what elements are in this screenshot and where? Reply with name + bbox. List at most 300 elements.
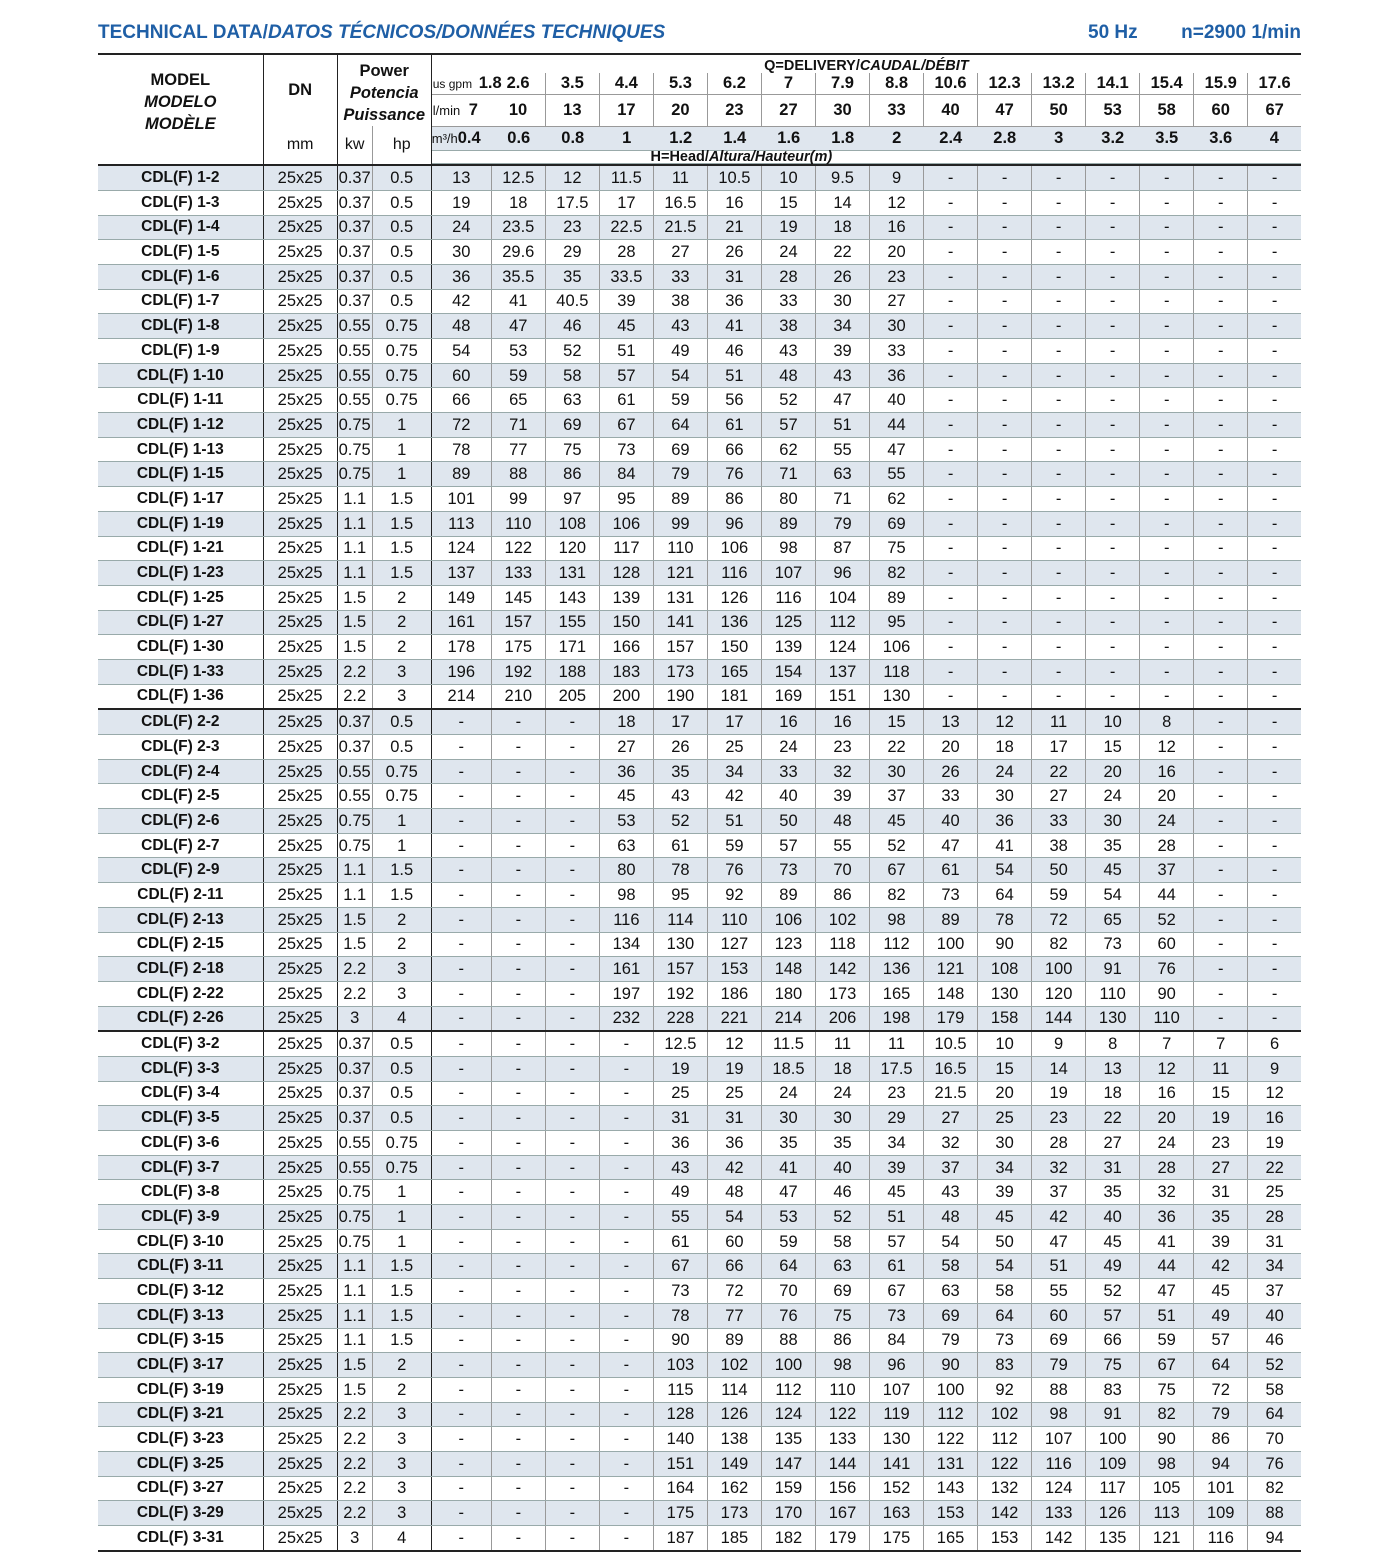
head-cell: - [924, 462, 978, 487]
head-cell: - [491, 1328, 545, 1353]
dn-cell: 25x25 [263, 363, 337, 388]
model-cell: CDL(F) 3-15 [98, 1328, 263, 1353]
head-cell: 132 [978, 1476, 1032, 1501]
model-cell: CDL(F) 2-13 [98, 907, 263, 932]
model-cell: CDL(F) 2-4 [98, 759, 263, 784]
head-cell: 11 [653, 165, 707, 190]
head-cell: 13 [431, 165, 491, 190]
table-row [98, 1031, 1301, 1056]
head-cell: 143 [924, 1476, 978, 1501]
head-cell: - [1086, 635, 1140, 660]
table-row [98, 1501, 1301, 1526]
hp-cell: 0.5 [372, 215, 431, 240]
head-cell: 210 [491, 684, 545, 709]
head-cell: 37 [1248, 1279, 1301, 1304]
head-cell: - [431, 1328, 491, 1353]
head-cell: 31 [1194, 1180, 1248, 1205]
dn-cell: 25x25 [263, 1106, 337, 1131]
dn-cell: 25x25 [263, 957, 337, 982]
model-cell: CDL(F) 2-2 [98, 709, 263, 734]
model-cell: CDL(F) 3-25 [98, 1451, 263, 1476]
head-cell: 79 [1032, 1353, 1086, 1378]
head-cell: 15 [1194, 1081, 1248, 1106]
head-cell: - [545, 1031, 599, 1056]
hp-cell: 1.5 [372, 536, 431, 561]
head-cell: 21 [707, 215, 761, 240]
head-cell: - [491, 1180, 545, 1205]
head-cell: - [431, 735, 491, 760]
head-cell: 38 [653, 289, 707, 314]
head-cell: 45 [599, 784, 653, 809]
model-cell: CDL(F) 3-4 [98, 1081, 263, 1106]
m3h-value: 1.6 [762, 127, 816, 151]
head-cell: 30 [978, 1131, 1032, 1156]
head-cell: 58 [545, 363, 599, 388]
head-cell: 114 [653, 907, 707, 932]
head-cell: 17.5 [870, 1056, 924, 1081]
head-cell: 77 [707, 1303, 761, 1328]
dn-cell: 25x25 [263, 1205, 337, 1230]
head-cell: 221 [707, 1006, 761, 1031]
head-cell: 179 [815, 1526, 869, 1551]
head-cell: 27 [870, 289, 924, 314]
head-cell: - [491, 1155, 545, 1180]
hp-cell: 4 [372, 1006, 431, 1031]
head-cell: 100 [924, 932, 978, 957]
head-cell: - [1032, 437, 1086, 462]
head-cell: - [431, 1006, 491, 1031]
power-es: Potencia [349, 84, 419, 102]
head-cell: - [978, 511, 1032, 536]
head-cell: 98 [815, 1353, 869, 1378]
head-cell: - [491, 833, 545, 858]
dn-cell: 25x25 [263, 413, 337, 438]
head-cell: 71 [761, 462, 815, 487]
head-cell: - [491, 1279, 545, 1304]
head-cell: 46 [545, 314, 599, 339]
hp-cell: 3 [372, 1427, 431, 1452]
head-cell: 140 [653, 1427, 707, 1452]
head-cell: 70 [1248, 1427, 1301, 1452]
head-cell: - [1032, 190, 1086, 215]
head-cell: - [1248, 610, 1301, 635]
head-cell: 188 [545, 659, 599, 684]
head-cell: 23 [545, 215, 599, 240]
head-cell: 161 [431, 610, 491, 635]
head-cell: - [1032, 339, 1086, 364]
head-cell: - [1194, 190, 1248, 215]
table-row [98, 957, 1301, 982]
head-cell: - [1032, 684, 1086, 709]
head-cell: 112 [924, 1402, 978, 1427]
head-cell: - [1248, 363, 1301, 388]
hp-cell: 1.5 [372, 1303, 431, 1328]
head-cell: 134 [599, 932, 653, 957]
head-cell: 45 [870, 809, 924, 834]
head-cell: - [545, 1056, 599, 1081]
head-cell: - [1086, 314, 1140, 339]
head-cell: - [599, 1402, 653, 1427]
head-cell: 16 [815, 709, 869, 734]
table-row [98, 1526, 1301, 1551]
head-cell: - [978, 487, 1032, 512]
head-cell: 20 [1140, 1106, 1194, 1131]
m3h-row [432, 127, 1301, 165]
dn-cell: 25x25 [263, 1081, 337, 1106]
head-cell: 76 [707, 858, 761, 883]
head-cell: - [431, 1526, 491, 1551]
kw-cell: 1.5 [337, 585, 372, 610]
head-cell: 18 [491, 190, 545, 215]
model-cell: CDL(F) 3-9 [98, 1205, 263, 1230]
head-cell: 130 [870, 684, 924, 709]
head-cell: 102 [707, 1353, 761, 1378]
model-cell: CDL(F) 3-5 [98, 1106, 263, 1131]
dn-cell: 25x25 [263, 1229, 337, 1254]
head-cell: 100 [1086, 1427, 1140, 1452]
head-cell: 192 [491, 659, 545, 684]
head-cell: - [1194, 784, 1248, 809]
head-cell: - [491, 858, 545, 883]
head-cell: - [1248, 388, 1301, 413]
head-cell: 89 [431, 462, 491, 487]
head-cell: - [491, 883, 545, 908]
lmin-value: 7 [468, 100, 478, 119]
head-cell: - [1248, 932, 1301, 957]
head-cell: 21.5 [924, 1081, 978, 1106]
lmin-value: 10 [491, 95, 545, 127]
dn-cell: 25x25 [263, 462, 337, 487]
gpm-value: 8.8 [870, 73, 924, 95]
table-row [98, 462, 1301, 487]
lmin-value: 27 [761, 95, 815, 127]
head-cell: - [1248, 585, 1301, 610]
head-cell: - [1140, 264, 1194, 289]
dn-cell: 25x25 [263, 165, 337, 190]
head-cell: 41 [707, 314, 761, 339]
head-cell: 36 [431, 264, 491, 289]
model-cell: CDL(F) 3-8 [98, 1180, 263, 1205]
head-cell: 128 [599, 561, 653, 586]
head-cell: 60 [1140, 932, 1194, 957]
head-cell: 153 [978, 1526, 1032, 1551]
head-cell: 61 [653, 1229, 707, 1254]
head-cell: 17 [1032, 735, 1086, 760]
model-cell: CDL(F) 1-19 [98, 511, 263, 536]
model-cell: CDL(F) 3-6 [98, 1131, 263, 1156]
head-cell: 11.5 [761, 1031, 815, 1056]
hp-cell: 3 [372, 1501, 431, 1526]
kw-cell: 1.5 [337, 610, 372, 635]
head-cell: 82 [870, 883, 924, 908]
head-cell: - [1194, 264, 1248, 289]
head-cell: 162 [707, 1476, 761, 1501]
head-cell: 40.5 [545, 289, 599, 314]
head-cell: 67 [599, 413, 653, 438]
head-cell: 16 [707, 190, 761, 215]
head-cell: 15 [761, 190, 815, 215]
head-cell: 109 [1086, 1451, 1140, 1476]
kw-cell: 0.37 [337, 1081, 372, 1106]
head-cell: - [545, 1254, 599, 1279]
head-cell: - [431, 981, 491, 1006]
head-cell: 46 [1248, 1328, 1301, 1353]
kw-cell: 0.75 [337, 833, 372, 858]
head-cell: 110 [1140, 1006, 1194, 1031]
head-cell: 51 [1032, 1254, 1086, 1279]
table-body [98, 165, 1301, 1551]
head-cell: 100 [924, 1377, 978, 1402]
head-cell: - [431, 809, 491, 834]
head-cell: 131 [653, 585, 707, 610]
dn-cell: 25x25 [263, 1328, 337, 1353]
hp-cell: 0.5 [372, 735, 431, 760]
head-cell: 89 [653, 487, 707, 512]
hp-cell: 0.75 [372, 759, 431, 784]
head-cell: 12.5 [491, 165, 545, 190]
head-cell: - [431, 1402, 491, 1427]
kw-cell: 0.55 [337, 759, 372, 784]
m3h-value: 1.4 [708, 127, 762, 151]
head-cell: 82 [1032, 932, 1086, 957]
head-cell: 90 [978, 932, 1032, 957]
head-cell: - [599, 1205, 653, 1230]
head-cell: - [431, 1131, 491, 1156]
head-cell: - [491, 932, 545, 957]
dn-cell: 25x25 [263, 487, 337, 512]
head-cell: - [599, 1328, 653, 1353]
table-row [98, 1303, 1301, 1328]
head-cell: 26 [924, 759, 978, 784]
head-cell: - [545, 1427, 599, 1452]
head-cell: 31 [653, 1106, 707, 1131]
dn-cell: 25x25 [263, 858, 337, 883]
head-cell: 28 [761, 264, 815, 289]
hp-cell: 0.5 [372, 240, 431, 265]
head-cell: - [545, 1229, 599, 1254]
head-cell: 25 [707, 735, 761, 760]
head-cell: 127 [707, 932, 761, 957]
hp-cell: 0.75 [372, 388, 431, 413]
table-row [98, 1353, 1301, 1378]
head-cell: 10.5 [924, 1031, 978, 1056]
head-cell: 90 [653, 1328, 707, 1353]
head-cell: 33 [653, 264, 707, 289]
head-cell: 30 [761, 1106, 815, 1131]
head-cell: - [491, 1229, 545, 1254]
head-cell: 16 [1140, 759, 1194, 784]
head-cell: 11 [815, 1031, 869, 1056]
lmin-value: 40 [924, 95, 978, 127]
head-cell: 147 [761, 1451, 815, 1476]
head-cell: 139 [761, 635, 815, 660]
head-cell: 86 [707, 487, 761, 512]
head-cell: - [924, 437, 978, 462]
head-cell: 48 [431, 314, 491, 339]
head-cell: 55 [653, 1205, 707, 1230]
head-cell: - [924, 585, 978, 610]
head-cell: 78 [978, 907, 1032, 932]
head-cell: 106 [707, 536, 761, 561]
head-cell: - [545, 1155, 599, 1180]
head-cell: 50 [761, 809, 815, 834]
head-cell: 102 [815, 907, 869, 932]
hp-cell: 2 [372, 610, 431, 635]
head-cell: 40 [1248, 1303, 1301, 1328]
head-cell: - [545, 1205, 599, 1230]
head-cell: 52 [870, 833, 924, 858]
head-cell: 83 [1086, 1377, 1140, 1402]
head-cell: 24 [1086, 784, 1140, 809]
head-cell: 22 [1032, 759, 1086, 784]
head-cell: 24 [431, 215, 491, 240]
head-cell: - [978, 585, 1032, 610]
head-cell: - [491, 957, 545, 982]
head-cell: 32 [815, 759, 869, 784]
head-cell: 100 [1032, 957, 1086, 982]
head-cell: 143 [545, 585, 599, 610]
model-cell: CDL(F) 2-15 [98, 932, 263, 957]
head-cell: 15 [870, 709, 924, 734]
head-cell: - [545, 1180, 599, 1205]
head-cell: 150 [707, 635, 761, 660]
head-cell: - [1194, 585, 1248, 610]
head-cell: 173 [653, 659, 707, 684]
model-cell: CDL(F) 1-30 [98, 635, 263, 660]
head-cell: - [978, 388, 1032, 413]
head-cell: 34 [870, 1131, 924, 1156]
m3h-value: 0.8 [546, 127, 600, 151]
head-cell: 82 [1140, 1402, 1194, 1427]
head-cell: - [1086, 190, 1140, 215]
dn-label: DN [288, 81, 313, 99]
kw-cell: 3 [337, 1526, 372, 1551]
model-cell: CDL(F) 2-3 [98, 735, 263, 760]
title-alt: DATOS TÉCNICOS/DONNÉES TECHNIQUES [267, 22, 666, 43]
head-cell: - [599, 1303, 653, 1328]
head-cell: 59 [1140, 1328, 1194, 1353]
head-cell: 58 [815, 1229, 869, 1254]
head-cell: 33 [924, 784, 978, 809]
head-cell: 20 [1086, 759, 1140, 784]
head-cell: - [431, 1229, 491, 1254]
head-cell: 36 [978, 809, 1032, 834]
head-cell: - [599, 1031, 653, 1056]
head-cell: - [978, 215, 1032, 240]
head-cell: 13 [1086, 1056, 1140, 1081]
m3h-value: 3.2 [1086, 127, 1140, 151]
table-row [98, 437, 1301, 462]
head-cell: - [1248, 883, 1301, 908]
head-cell: 25 [653, 1081, 707, 1106]
head-cell: 27 [924, 1106, 978, 1131]
dn-cell: 25x25 [263, 883, 337, 908]
hp-cell: 3 [372, 957, 431, 982]
head-cell: - [1140, 437, 1194, 462]
head-cell: 86 [1194, 1427, 1248, 1452]
hp-cell: 0.5 [372, 1081, 431, 1106]
head-cell: 130 [1086, 1006, 1140, 1031]
head-cell: 83 [978, 1353, 1032, 1378]
head-cell: 31 [1086, 1155, 1140, 1180]
model-cell: CDL(F) 3-27 [98, 1476, 263, 1501]
head-cell: 95 [599, 487, 653, 512]
head-cell: 133 [491, 561, 545, 586]
head-cell: 37 [1032, 1180, 1086, 1205]
head-cell: 106 [870, 635, 924, 660]
head-cell: 89 [761, 883, 815, 908]
head-cell: 12 [545, 165, 599, 190]
model-cell: CDL(F) 3-3 [98, 1056, 263, 1081]
head-cell: - [978, 339, 1032, 364]
head-cell: 192 [653, 981, 707, 1006]
head-cell: 154 [761, 659, 815, 684]
head-cell: 18 [978, 735, 1032, 760]
head-cell: 31 [707, 264, 761, 289]
head-cell: 26 [653, 735, 707, 760]
head-cell: - [924, 215, 978, 240]
head-cell: - [1032, 561, 1086, 586]
head-cell: 124 [815, 635, 869, 660]
head-cell: 64 [1194, 1353, 1248, 1378]
table-row [98, 585, 1301, 610]
head-cell: 60 [1032, 1303, 1086, 1328]
model-cell: CDL(F) 1-27 [98, 610, 263, 635]
head-cell: 41 [978, 833, 1032, 858]
head-cell: 71 [815, 487, 869, 512]
head-cell: - [491, 709, 545, 734]
head-cell: 78 [653, 1303, 707, 1328]
head-cell: 54 [707, 1205, 761, 1230]
head-cell: - [491, 1402, 545, 1427]
head-cell: 54 [653, 363, 707, 388]
table-row [98, 784, 1301, 809]
head-cell: - [431, 759, 491, 784]
head-cell: - [1032, 264, 1086, 289]
head-cell: 47 [1140, 1279, 1194, 1304]
head-cell: 101 [1194, 1476, 1248, 1501]
model-cell: CDL(F) 1-8 [98, 314, 263, 339]
head-cell: 19 [1032, 1081, 1086, 1106]
kw-cell: 0.75 [337, 437, 372, 462]
head-cell: - [1194, 363, 1248, 388]
head-cell: 56 [707, 388, 761, 413]
head-cell: 36 [870, 363, 924, 388]
model-cell: CDL(F) 3-17 [98, 1353, 263, 1378]
head-cell: - [431, 1205, 491, 1230]
head-cell: 130 [870, 1427, 924, 1452]
head-cell: 153 [924, 1501, 978, 1526]
head-cell: - [431, 1303, 491, 1328]
head-cell: 20 [870, 240, 924, 265]
head-cell: - [545, 735, 599, 760]
head-cell: 22 [815, 240, 869, 265]
head-cell: - [1248, 240, 1301, 265]
dn-cell: 25x25 [263, 1056, 337, 1081]
head-cell: 228 [653, 1006, 707, 1031]
hp-cell: 0.5 [372, 1106, 431, 1131]
head-cell: - [1194, 957, 1248, 982]
head-cell: 159 [761, 1476, 815, 1501]
model-cell: CDL(F) 1-12 [98, 413, 263, 438]
head-cell: - [1248, 659, 1301, 684]
hp-cell: 1.5 [372, 1328, 431, 1353]
head-cell: 18.5 [761, 1056, 815, 1081]
kw-cell: 0.55 [337, 784, 372, 809]
table-row [98, 363, 1301, 388]
head-cell: - [1248, 314, 1301, 339]
head-cell: 89 [761, 511, 815, 536]
